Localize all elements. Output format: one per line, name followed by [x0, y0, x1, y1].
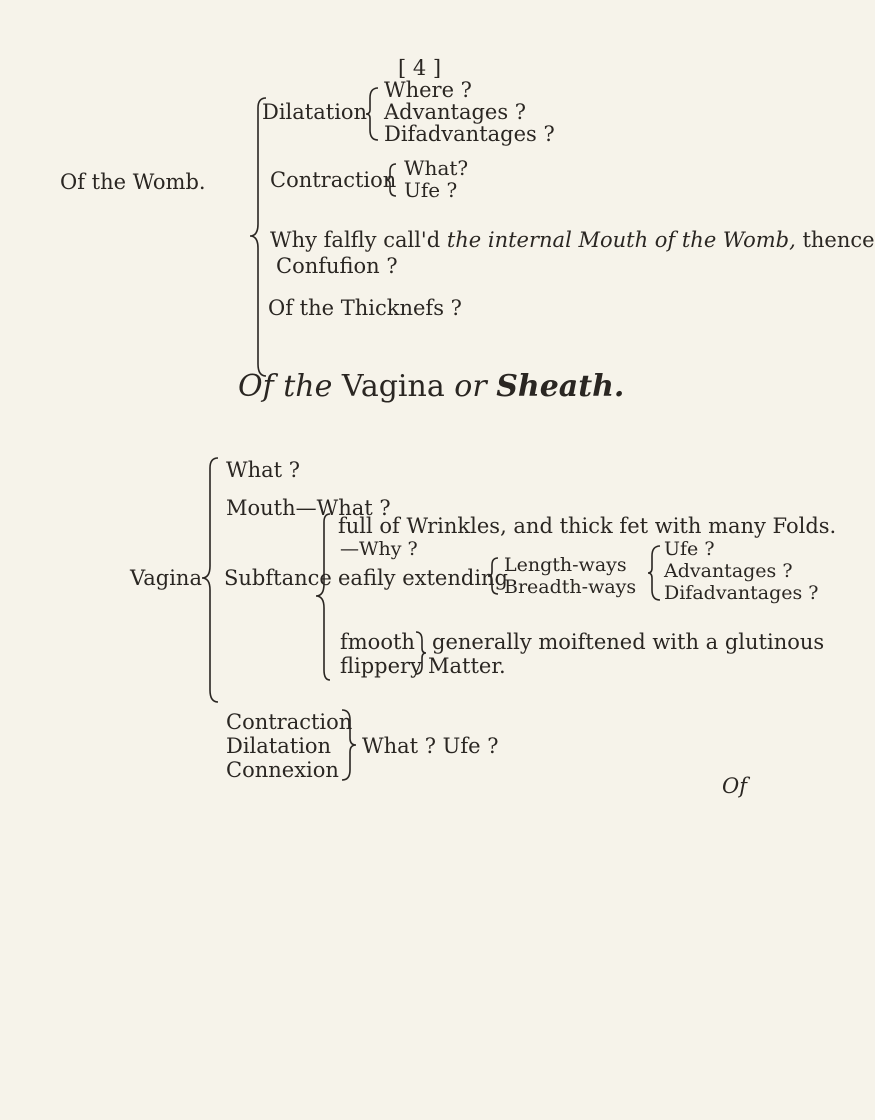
- ways-items-brace: [648, 544, 664, 602]
- dilatation-label: Dilatation: [262, 100, 368, 124]
- vagina-root-label: Vagina: [130, 566, 202, 590]
- vagina-what: What ?: [226, 458, 301, 482]
- womb-why-line: Why falfly call'd the internal Mouth of the Womb, thence: [270, 228, 875, 252]
- substance-wrinkles-line: full of Wrinkles, and thick fet with many Folds.: [338, 514, 837, 538]
- ways-item-disadvantages: Difadvantages ?: [664, 582, 819, 604]
- substance-matter: Matter.: [428, 654, 506, 678]
- contraction-item-use: Ufe ?: [404, 178, 458, 202]
- womb-confusion-line: Confufion ?: [276, 254, 398, 278]
- section-heading: Of the Vagina or Sheath.: [238, 369, 625, 404]
- dilatation-item-where: Where ?: [384, 78, 472, 102]
- group-items: What ? Ufe ?: [362, 734, 499, 758]
- group-connexion: Connexion: [226, 758, 339, 782]
- dilatation-brace: [366, 86, 382, 142]
- ways-breadth: Breadth-ways: [504, 576, 637, 598]
- ways-length: Length-ways: [504, 554, 627, 576]
- group-brace: [340, 708, 356, 782]
- group-dilatation: Dilatation: [226, 734, 332, 758]
- vagina-main-brace: [204, 456, 224, 704]
- extending-brace: [488, 556, 502, 596]
- womb-main-brace: [252, 96, 272, 378]
- dilatation-item-disadvantages: Difadvantages ?: [384, 122, 555, 146]
- substance-slippery: flippery: [340, 654, 422, 678]
- substance-moist-line: generally moiftened with a glutinous: [432, 630, 825, 654]
- ways-item-use: Ufe ?: [664, 538, 715, 560]
- contraction-label: Contraction: [270, 168, 397, 192]
- substance-why: —Why ?: [340, 538, 418, 560]
- substance-smooth: fmooth: [340, 630, 415, 654]
- contraction-item-what: What?: [404, 156, 469, 180]
- vagina-mouth: Mouth—What ?: [226, 496, 391, 520]
- womb-root-label: Of the Womb.: [60, 170, 206, 194]
- womb-thickness-line: Of the Thicknefs ?: [268, 296, 462, 320]
- contraction-brace: [386, 162, 400, 198]
- catchword: Of: [722, 774, 747, 798]
- ways-item-advantages: Advantages ?: [664, 560, 793, 582]
- substance-brace: [318, 512, 338, 682]
- dilatation-item-advantages: Advantages ?: [384, 100, 527, 124]
- page-number: [ 4 ]: [398, 56, 442, 80]
- smooth-brace: [414, 630, 426, 676]
- substance-label: Subftance: [224, 566, 332, 590]
- group-contraction: Contraction: [226, 710, 353, 734]
- substance-extending-label: eafily extending: [338, 566, 508, 590]
